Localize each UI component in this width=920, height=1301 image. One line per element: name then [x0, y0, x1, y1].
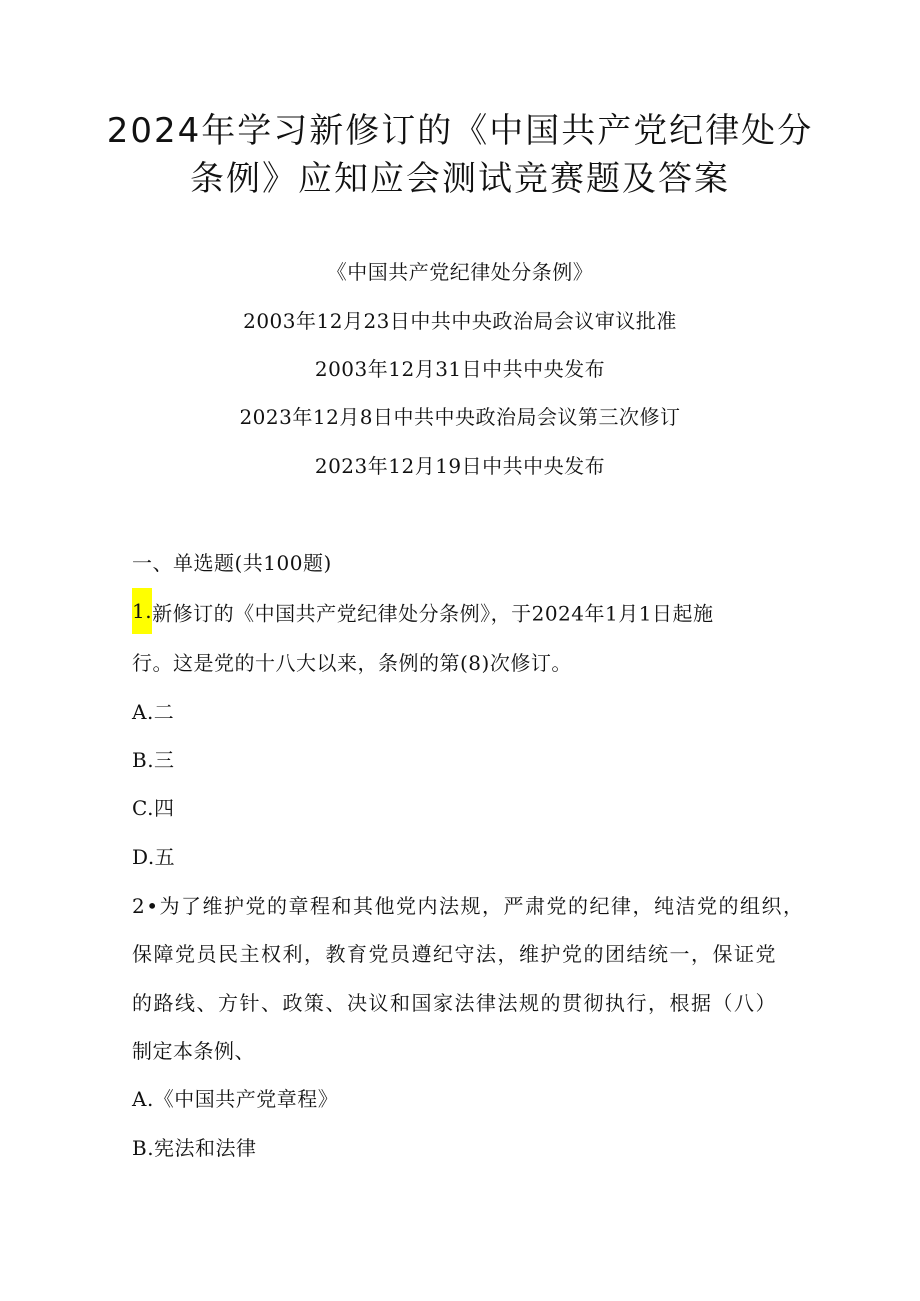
question-2-text-line-1: 为了维护党的章程和其他党内法规，严肃党的纪律，纯洁党的组织， [159, 894, 805, 918]
approval-date: 2003年12月23日中共中央政治局会议审议批准 [243, 309, 677, 333]
question-1-text-line-2: 行。这是党的十八大以来，条例的第(8)次修订。 [132, 651, 572, 675]
issue-date: 2003年12月31日中共中央发布 [314, 357, 606, 381]
question-2-text-line-3: 的路线、方针、政策、决议和国家法律法规的贯彻执行，根据（八） [132, 991, 777, 1015]
revision-date: 2023年12月8日中共中央政治局会议第三次修订 [239, 405, 681, 429]
question-1-option-d: D.五 [132, 845, 176, 869]
question-2-line-1 [132, 891, 805, 921]
regulation-name: 《中国共产党纪律处分条例》 [326, 260, 594, 284]
question-2-text-line-4: 制定本条例、 [132, 1039, 255, 1063]
document-title-line-2: 条例》应知应会测试竞赛题及答案 [190, 159, 730, 199]
question-1-line-1 [132, 596, 713, 634]
question-1-text-line-1: 新修订的《中国共产党纪律处分条例》，于2024年1月1日起施 [152, 601, 714, 626]
question-2-option-a: A.《中国共产党章程》 [132, 1087, 339, 1111]
question-2-option-b: B.宪法和法律 [132, 1136, 257, 1160]
question-2-number: 2• [132, 894, 160, 918]
question-1-option-b: B.三 [132, 748, 175, 772]
revision-issue-date: 2023年12月19日中共中央发布 [314, 454, 606, 478]
section-heading: 一、单选题(共100题) [132, 551, 332, 575]
document-title-line-1: 2024年学习新修订的《中国共产党纪律处分 [106, 111, 814, 151]
question-1-number: 1. [132, 588, 152, 634]
question-1-option-a: A.二 [132, 700, 175, 724]
question-1-option-c: C.四 [132, 796, 175, 820]
question-2-text-line-2: 保障党员民主权利，教育党员遵纪守法，维护党的团结统一，保证党 [132, 942, 777, 966]
